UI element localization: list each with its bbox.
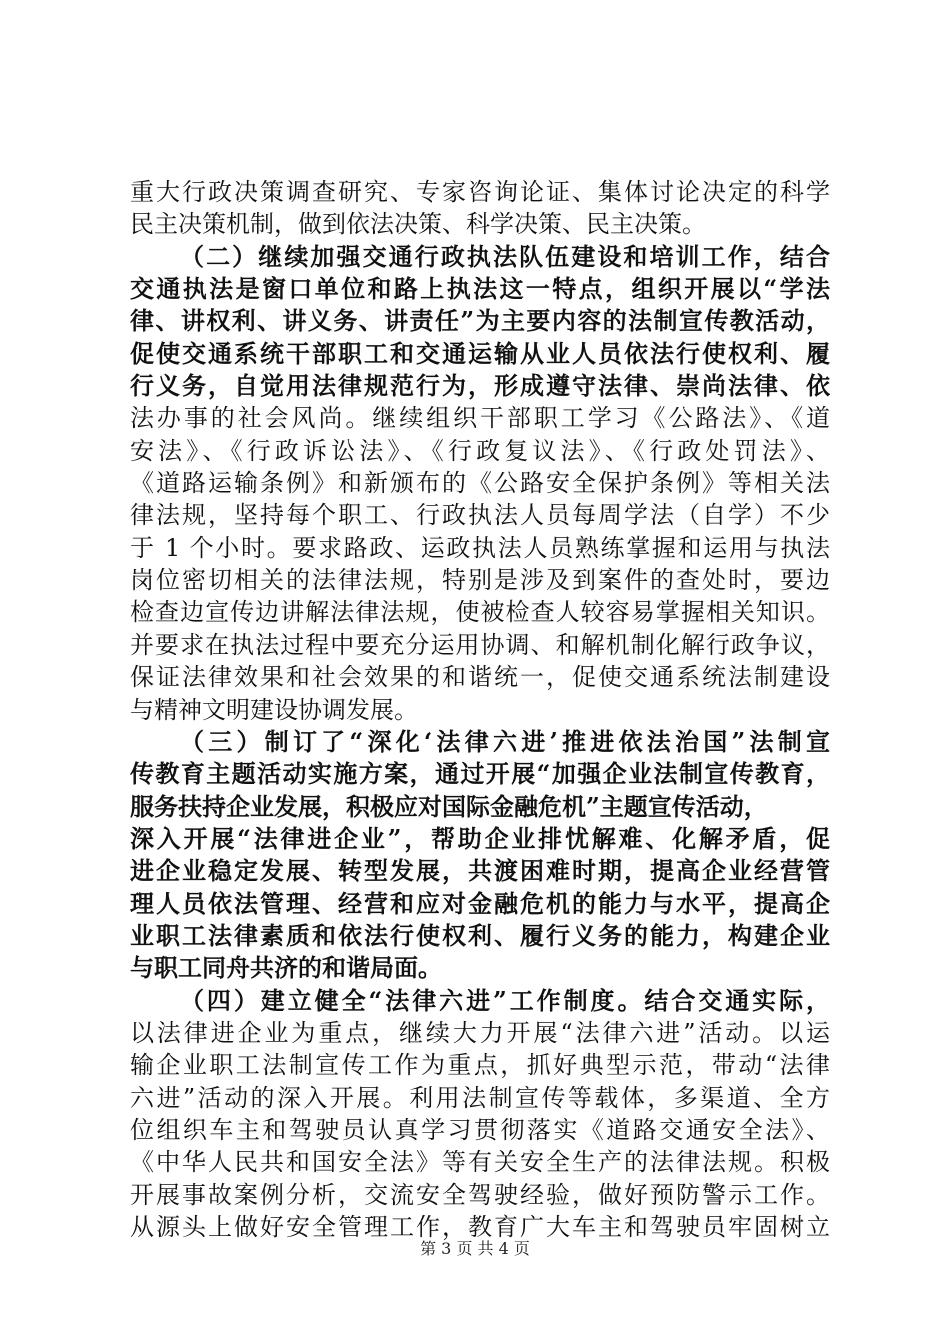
text-line: 法办事的社会风尚。继续组织干部职工学习《公路法》、《道 [130,404,830,433]
text-line: 开展事故案例分析，交流安全驾驶经验，做好预防警示工作。 [130,1180,830,1209]
text-line: 促使交通系统干部职工和交通运输从业人员依法行使权利、履 [130,338,830,368]
text-line: 六进”活动的深入开展。利用法制宣传等载体，多渠道、全方 [130,1083,830,1112]
text-line: 安法》、《行政诉讼法》、《行政复议法》、《行政处罚法》、 [130,436,830,465]
text-line: 输企业职工法制宣传工作为重点，抓好典型示范，带动“法律 [130,1051,830,1080]
text-line: （四）建立健全“法律六进”工作制度。结合交通实际， [180,985,830,1015]
text-line: （三）制订了“深化‘法律六进’推进依法治国”法制宣 [180,726,830,756]
text-line: 《道路运输条例》和新颁布的《公路安全保护条例》等相关法 [130,469,830,498]
body-text [130,176,830,1243]
text-line: 位组织车主和驾驶员认真学习贯彻落实《道路交通安全法》、 [130,1115,830,1144]
text-line: 律法规，坚持每个职工、行政执法人员每周学法（自学）不少 [130,501,830,530]
text-line: 交通执法是窗口单位和路上执法这一特点，组织开展以“学法 [130,274,830,304]
text-line: 理人员依法管理、经营和应对金融危机的能力与水平，提高企 [130,888,830,918]
text-line: 于 1 个小时。要求路政、运政执法人员熟练掌握和运用与执法 [130,533,830,562]
page-footer: 第 3 页 共 4 页 [420,1239,530,1258]
text-line: 重大行政决策调查研究、专家咨询论证、集体讨论决定的科学 [130,178,830,206]
text-line: 深入开展“法律进企业”，帮助企业排忧解难、化解矛盾，促 [130,823,830,853]
text-line: 服务扶持企业发展，积极应对国际金融危机”主题宣传活动， [130,791,768,821]
text-line: 岗位密切相关的法律法规，特别是涉及到案件的查处时，要边 [130,566,830,595]
text-line: 与职工同舟共济的和谐局面。 [130,953,442,983]
text-line: 传教育主题活动实施方案，通过开展“加强企业法制宣传教育， [130,759,830,789]
text-line: 民主决策机制，做到依法决策、科学决策、民主决策。 [130,210,706,239]
text-line: 并要求在执法过程中要充分运用协调、和解机制化解行政争议， [130,630,830,659]
text-line: 从源头上做好安全管理工作，教育广大车主和驾驶员牢固树立 [130,1213,830,1241]
text-line: （二）继续加强交通行政执法队伍建设和培训工作，结合 [180,241,830,271]
text-line: 进企业稳定发展、转型发展，共渡困难时期，提高企业经营管 [130,856,830,886]
text-line: 《中华人民共和国安全法》等有关安全生产的法律法规。积极 [130,1148,830,1177]
text-line: 与精神文明建设协调发展。 [130,695,418,724]
text-line: 业职工法律素质和依法行使权利、履行义务的能力，构建企业 [130,920,830,950]
text-line: 行义务，自觉用法律规范行为，形成遵守法律、崇尚法律、依 [130,371,830,401]
text-line: 以法律进企业为重点，继续大力开展“法律六进”活动。以运 [130,1018,830,1047]
text-line: 律、讲权利、讲义务、讲责任”为主要内容的法制宣传教活动， [130,306,830,336]
text-line: 保证法律效果和社会效果的和谐统一，促使交通系统法制建设 [130,663,830,692]
text-line: 检查边宣传边讲解法律法规，使被检查人较容易掌握相关知识。 [130,598,830,627]
